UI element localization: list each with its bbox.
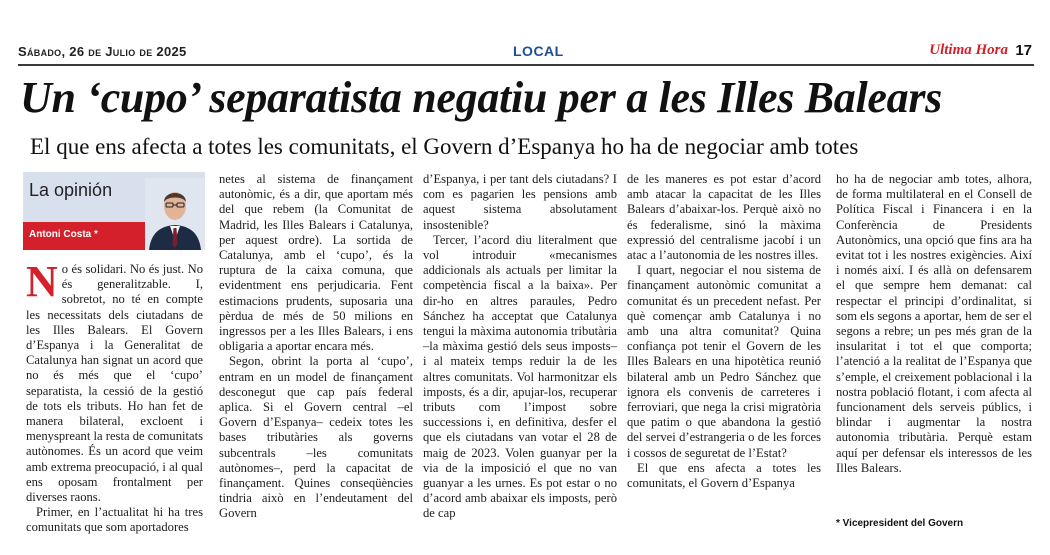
- issue-date: Sábado, 26 de Julio de 2025: [18, 44, 187, 59]
- drop-cap: N: [26, 257, 58, 306]
- paragraph: de les maneres es pot estar d’acord amb atacar la capacitat de les Illes Balears d’abaixar-los. Perquè això no és federalisme, sinó la màxima expressió del centralisme jacobí i un atac a l’autonomia de les nostres illes.: [627, 172, 821, 263]
- author-footnote: * Vicepresident del Govern: [836, 518, 964, 529]
- paragraph: d’Espanya, i per tant dels ciutadans? I com es pagarien les pensions amb aquest sistema absolutament insostenible?: [423, 172, 617, 232]
- page-number: 17: [1015, 42, 1032, 59]
- paragraph: netes al sistema de finançament autonòmic, és a dir, que aportam més del que rebem (la Comunitat de Madrid, les Illes Balears i Catalunya, per aquest ordre). La sortida de Catalunya, amb el ‘cupo’, és la ruptura de la caixa comuna, que evidentment ens perjudicaria. Fent estimacions prudents, suposaria una pèrdua de més de 50 milions en ingressos per a les Illes Balears, i ens obligaria a aportar encara més.: [219, 172, 413, 354]
- subheadline: El que ens afecta a totes les comunitats, el Govern d’Espanya ho ha de negociar amb totes: [30, 134, 859, 159]
- section-label: LOCAL: [513, 43, 564, 59]
- paragraph: No és solidari. No és just. No és generalitzable. I, sobretot, no té en compte les necessitats dels ciutadans de les Illes Balears. El Govern d’Espanya i la Generalitat de Catalunya han signat un acord que no és més que el ‘cupo’ separatista, la cessió de la gestió de tots els tributs. Ho han fet de manera bilateral, excloent i menyspreant la resta de comunitats autònomes. És un acord que veim amb extrema preocupació, i al qual ens oposam frontalment per diverses raons.: [26, 257, 203, 505]
- opinion-box: [23, 172, 205, 250]
- paragraph: I quart, negociar el nou sistema de finançament autonòmic comunitat a comunitat és un precedent nefast. Per què començar amb Catalunya i no amb una altra comunitat? Quina confiança pot tenir el Govern de les Illes Balears en una hipotètica reunió bilateral amb un Pedro Sánchez que ignora els convenis de carreteres i ferroviari, que nega la crisi migratòria que patim o que abandona la gestió del servei d’estrangeria o de les forces i cossos de seguretat de l’Estat?: [627, 263, 821, 460]
- article-column-5: [836, 172, 1032, 476]
- author-name: Antoni Costa *: [29, 229, 98, 240]
- paragraph: Segon, obrint la porta al ‘cupo’, entram en un model de finançament desconegut que cap país federal aplica. Si el Govern central –el Govern d’Espanya– cedeix totes les bases tributàries als governs subcentrals –les comunitats autònomes–, perd la capacitat de finançament. Quines conseqüències tindria això en l’endeutament del Govern: [219, 354, 413, 521]
- newspaper-brand: Ultima Hora: [929, 42, 1008, 58]
- article-column-3: [423, 172, 617, 522]
- article-column-2: [219, 172, 413, 522]
- paragraph: Primer, en l’actualitat hi ha tres comunitats que som aportadores: [26, 505, 203, 535]
- opinion-label: La opinión: [29, 180, 113, 200]
- article-column-4: [627, 172, 821, 491]
- headline: Un ‘cupo’ separatista negatiu per a les Illes Balears: [20, 73, 942, 122]
- masthead-divider: [18, 64, 1034, 66]
- article-column-1: [26, 257, 203, 536]
- masthead: [18, 42, 1034, 64]
- paragraph: ho ha de negociar amb totes, alhora, de forma multilateral en el Consell de Política Fiscal i Financera i en la Conferència de Presidents Autonòmics, una opció que fins ara ha evitat tot i les nostres exigències. Així i només així. I és allà on defensarem el que sempre hem demanat: cal respectar el principi d’ordinalitat, si som els segons a aportar, hem de ser el segons a rebre; un pes més gran de la insularitat i tot el que comporta; l’atenció a la realitat de l’Espanya que s’emple, el creixement poblacional i la nostra població flotant, i com afecta al funcionament dels serveis públics, i blindar i augmentar la nostra autonomia tributària. Perquè estam aquí per defensar els interessos de les Illes Balears.: [836, 172, 1032, 475]
- author-photo: [145, 178, 205, 250]
- paragraph: Tercer, l’acord diu literalment que vol introduir «mecanismes addicionals als actuals per limitar la competència fiscal a la baixa». Per dir-ho en altres paraules, Pedro Sánchez ha acceptat que Catalunya tengui la màxima autonomia tributària –la màxima gestió dels seus imposts– i al mateix temps reduir la de les altres comunitats. Vol harmonitzar els imposts, és a dir, apujar-los, recuperar tributs com l’impost sobre successions i, en definitiva, desfer el que els ciutadans van votar el 28 de maig de 2023. Volen guanyar per la via de la imposició el que no van guanyar a les urnes. Es pot estar o no d’acord amb abaixar els imposts, però de cap: [423, 232, 617, 521]
- paragraph: El que ens afecta a totes les comunitats, el Govern d’Espanya: [627, 460, 821, 491]
